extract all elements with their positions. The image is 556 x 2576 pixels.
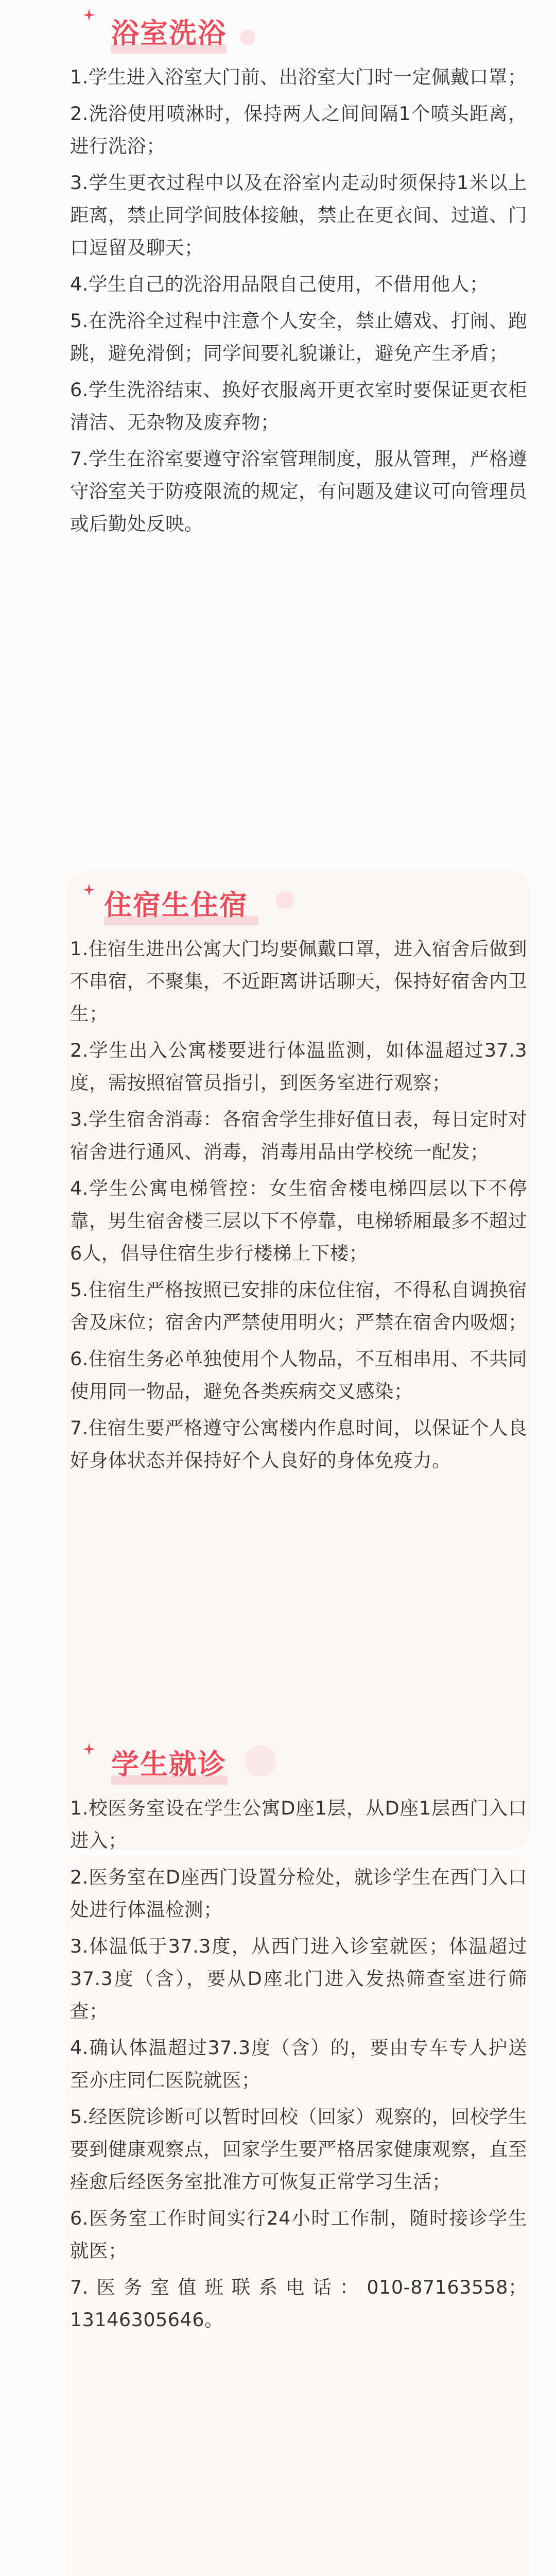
- rule-item: 2.医务室在D座西门设置分检处，就诊学生在西门入口处进行体温检测；: [70, 1866, 527, 1921]
- section-title: 浴室洗浴: [111, 17, 227, 49]
- section-heading: [70, 876, 527, 933]
- rule-item: 1.住宿生进出公寓大门均要佩戴口罩，进入宿舍后做到不串宿，不聚集，不近距离讲话聊天，保持好宿舍内卫生；: [70, 938, 527, 1025]
- rule-item: 1.校医务室设在学生公寓D座1层，从D座1层西门入口进入；: [70, 1797, 527, 1852]
- rule-item: 2.学生出入公寓楼要进行体温监测，如体温超过37.3度，需按照宿管员指引，到医务室进行观察；: [70, 1039, 527, 1094]
- rule-item: 7.住宿生要严格遵守公寓楼内作息时间，以保证个人良好身体状态并保持好个人良好的身体免疫力。: [70, 1417, 527, 1471]
- section-bathroom: [70, 4, 527, 544]
- rule-item: 3.体温低于37.3度，从西门进入诊室就医；体温超过37.3度（含），要从D座北门进入发热筛查室进行筛查；: [70, 1935, 527, 2022]
- rule-item: 7.医务室值班联系电话：010-87163558；13146305646。: [70, 2276, 527, 2331]
- section-title: [111, 2573, 227, 2576]
- rule-item: 5.在洗浴全过程中注意个人安全，禁止嬉戏、打闹、跑跳，避免滑倒；同学间要礼貌谦让，避免产生矛盾；: [70, 310, 527, 364]
- rule-item: 3.学生宿舍消毒：各宿舍学生排好值日表，每日定时对宿舍进行通风、消毒，消毒用品由学校统一配发；: [70, 1108, 527, 1163]
- section-medical: [70, 1735, 527, 2340]
- decor-dot: [276, 891, 293, 909]
- sparkle-star-icon: [82, 883, 96, 896]
- rule-item: 6.住宿生务必单独使用个人物品，不互相串用、不共同使用同一物品，避免各类疾病交叉感染；: [70, 1348, 527, 1402]
- rule-item: 5.经医院诊断可以暂时回校（回家）观察的，回校学生要到健康观察点，回家学生要严格居家健康观察，直至痊愈后经医务室批准方可恢复正常学习生活；: [70, 2106, 527, 2193]
- decor-dot: [240, 30, 255, 45]
- decor-dot: [245, 1745, 276, 1776]
- section-title: 住宿生住宿: [104, 889, 248, 921]
- section-heading: [70, 4, 527, 61]
- rule-item: 5.住宿生严格按照已安排的床位住宿，不得私自调换宿舍及床位；宿舍内严禁使用明火；严禁在宿舍内吸烟；: [70, 1279, 527, 1333]
- rule-item: 4.学生自己的洗浴用品限自己使用，不借用他人；: [70, 273, 489, 295]
- sparkle-star-icon: [82, 8, 96, 22]
- rule-item: 4.学生公寓电梯管控：女生宿舍楼电梯四层以下不停靠，男生宿舍楼三层以下不停靠，电梯轿厢最多不超过6人，倡导住宿生步行楼梯上下楼；: [70, 1177, 527, 1264]
- rule-item: 3.学生更衣过程中以及在浴室内走动时须保持1米以上距离，禁止同学间肢体接触，禁止在更衣间、过道、门口逗留及聊天；: [70, 172, 527, 259]
- rule-item: 2.洗浴使用喷淋时，保持两人之间间隔1个喷头距离，进行洗浴；: [70, 103, 527, 157]
- section-heading: [70, 1735, 527, 1792]
- rule-item: 7.学生在浴室要遵守浴室管理制度，服从管理，严格遵守浴室关于防疫限流的规定，有问题及建议可向管理员或后勤处反映。: [70, 448, 527, 535]
- sparkle-star-icon: [82, 1742, 96, 1756]
- section-heading: [70, 2566, 527, 2576]
- rule-item: 1.学生进入浴室大门前、出浴室大门时一定佩戴口罩；: [70, 66, 527, 88]
- rule-item: 6.学生洗浴结束、换好衣服离开更衣室时要保证更衣柜清洁、无杂物及废弃物；: [70, 379, 527, 433]
- section-dormitory: [70, 876, 527, 1481]
- rule-item: 6.医务室工作时间实行24小时工作制，随时接诊学生就医；: [70, 2207, 527, 2262]
- section-title: 学生就诊: [111, 1748, 227, 1781]
- rule-item: 4.确认体温超过37.3度（含）的，要由专车专人护送至亦庄同仁医院就医；: [70, 2037, 527, 2091]
- section-express-delivery: [70, 2566, 527, 2576]
